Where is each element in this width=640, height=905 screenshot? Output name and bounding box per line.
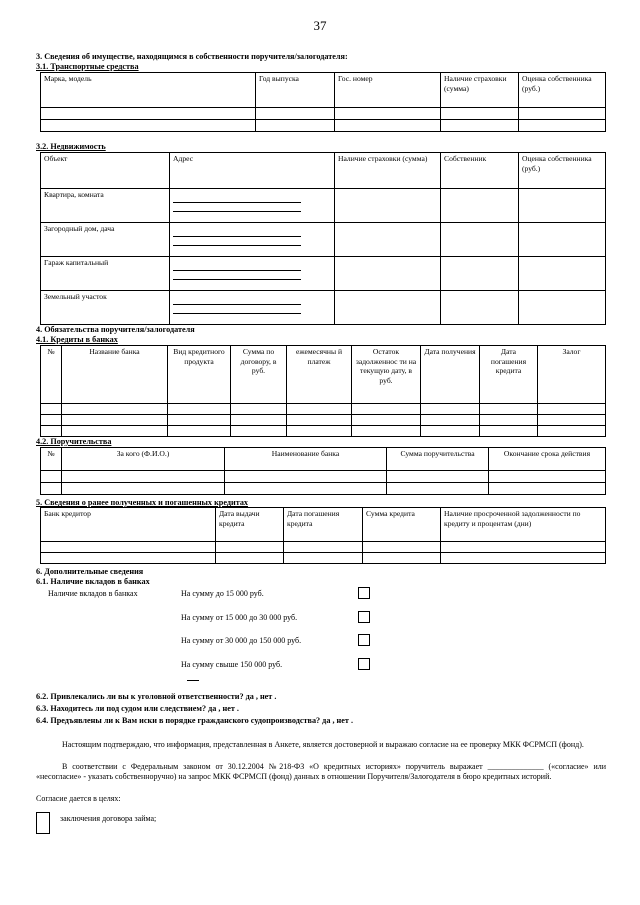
consent-title: Согласие дается в целях: — [36, 794, 121, 803]
loans-header-issued: Дата получения — [421, 346, 480, 404]
loans-table — [40, 345, 606, 437]
guarantees-header-num: № — [41, 448, 62, 471]
past-loans-header-repay-date: Дата погашения кредита — [284, 508, 363, 542]
deposit-option-checkbox-4[interactable] — [358, 658, 370, 670]
question-6-3: 6.3. Находитесь ли под судом или следствием? да , нет . — [36, 704, 239, 713]
realestate-header-owner: Собственник — [441, 153, 519, 189]
vehicles-header-year: Год выпуска — [256, 73, 335, 108]
section-4-2-title: 4.2. Поручительства — [36, 437, 112, 446]
consent-item-label: заключения договора займа; — [60, 814, 157, 823]
deposit-option-label-1: На сумму до 15 000 руб. — [181, 589, 264, 598]
vehicles-header-plate: Гос. номер — [335, 73, 441, 108]
loans-header-bank: Название банка — [62, 346, 168, 404]
section-3-2-title: 3.2. Недвижимость — [36, 142, 106, 151]
deposit-option-checkbox-1[interactable] — [358, 587, 370, 599]
deposit-option-checkbox-3[interactable] — [358, 634, 370, 646]
page-number: 37 — [313, 18, 327, 33]
question-6-4: 6.4. Предъявлены ли к Вам иски в порядке гражданского судопроизводства? да , нет . — [36, 716, 354, 725]
loans-header-num: № — [41, 346, 62, 404]
section-4-1-title: 4.1. Кредиты в банках — [36, 335, 118, 344]
guarantees-header-for-whom: За кого (Ф.И.О.) — [62, 448, 225, 471]
guarantees-table — [40, 447, 606, 495]
section-6-title: 6. Дополнительные сведения — [36, 567, 144, 576]
vehicles-header-insurance: Наличие страховки (сумма) — [441, 73, 519, 108]
past-loans-header-issue-date: Дата выдачи кредита — [216, 508, 284, 542]
realestate-row-land: Земельный участок — [41, 291, 170, 325]
vehicles-header-model: Марка, модель — [41, 73, 256, 108]
deposit-option-checkbox-2[interactable] — [358, 611, 370, 623]
loans-header-amount: Сумма по договору, в руб. — [231, 346, 287, 404]
section-6-1-title: 6.1. Наличие вкладов в банках — [36, 577, 150, 586]
vehicles-table — [40, 72, 606, 132]
dash-mark — [187, 680, 199, 681]
section-5-title: 5. Сведения о ранее полученных и погашенных кредитах — [36, 498, 249, 507]
deposit-option-label-4: На сумму свыше 150 000 руб. — [181, 660, 283, 669]
consent-checkbox[interactable] — [36, 812, 50, 834]
loans-header-product: Вид кредитного продукта — [168, 346, 231, 404]
guarantees-header-amount: Сумма поручительства — [387, 448, 489, 471]
realestate-row-country-house: Загородный дом, дача — [41, 223, 170, 257]
section-3-title: 3. Сведения об имуществе, находящимся в собственности поручителя/залогодателя: — [36, 52, 348, 61]
section-4-title: 4. Обязательства поручителя/залогодателя — [36, 325, 195, 334]
past-loans-table — [40, 507, 606, 564]
realestate-row-apartment: Квартира, комната — [41, 189, 170, 223]
realestate-header-insurance: Наличие страховки (сумма) — [335, 153, 441, 189]
realestate-header-address: Адрес — [170, 153, 335, 189]
realestate-header-valuation: Оценка собственника (руб.) — [519, 153, 606, 189]
guarantees-header-bank: Наименование банка — [225, 448, 387, 471]
credit-history-paragraph: В соответствии с Федеральным законом от 30.12.2004 №218-ФЗ «О кредитных историях» поручитель выражает ______________ («согласие» или «несогласие» - указать собственноручно) на запрос МКК ФСРМСП (фонд) данных в отношении Поручителя/Залогодателя в бюро кредитных историй. — [36, 762, 606, 781]
vehicles-header-valuation: Оценка собственника (руб.) — [519, 73, 606, 108]
past-loans-header-bank: Банк кредитор — [41, 508, 216, 542]
realestate-header-object: Объект — [41, 153, 170, 189]
realestate-row-garage: Гараж капитальный — [41, 257, 170, 291]
section-3-1-title: 3.1. Транспортные средства — [36, 62, 139, 71]
loans-header-repayment: Дата погашения кредита — [480, 346, 538, 404]
loans-header-monthly: ежемесячны й платеж — [287, 346, 352, 404]
past-loans-header-amount: Сумма кредита — [363, 508, 441, 542]
past-loans-header-overdue: Наличие просроченной задолженности по кредиту и процентам (дни) — [441, 508, 606, 542]
confirmation-paragraph: Настоящим подтверждаю, что информация, представленная в Анкете, является достоверной и выражаю согласие на ее проверку МКК ФСРМСП (фонд). — [62, 740, 584, 749]
deposit-option-label-2: На сумму от 15 000 до 30 000 руб. — [181, 613, 298, 622]
question-6-2: 6.2. Привлекались ли вы к уголовной ответственности? да , нет . — [36, 692, 277, 701]
guarantees-header-end-date: Окончание срока действия — [489, 448, 606, 471]
deposits-label: Наличие вкладов в банках — [48, 589, 138, 598]
realestate-table — [40, 152, 606, 325]
loans-header-collateral: Залог — [538, 346, 606, 404]
loans-header-balance: Остаток задолженнос ти на текущую дату, в руб. — [352, 346, 421, 404]
deposit-option-label-3: На сумму от 30 000 до 150 000 руб. — [181, 636, 302, 645]
